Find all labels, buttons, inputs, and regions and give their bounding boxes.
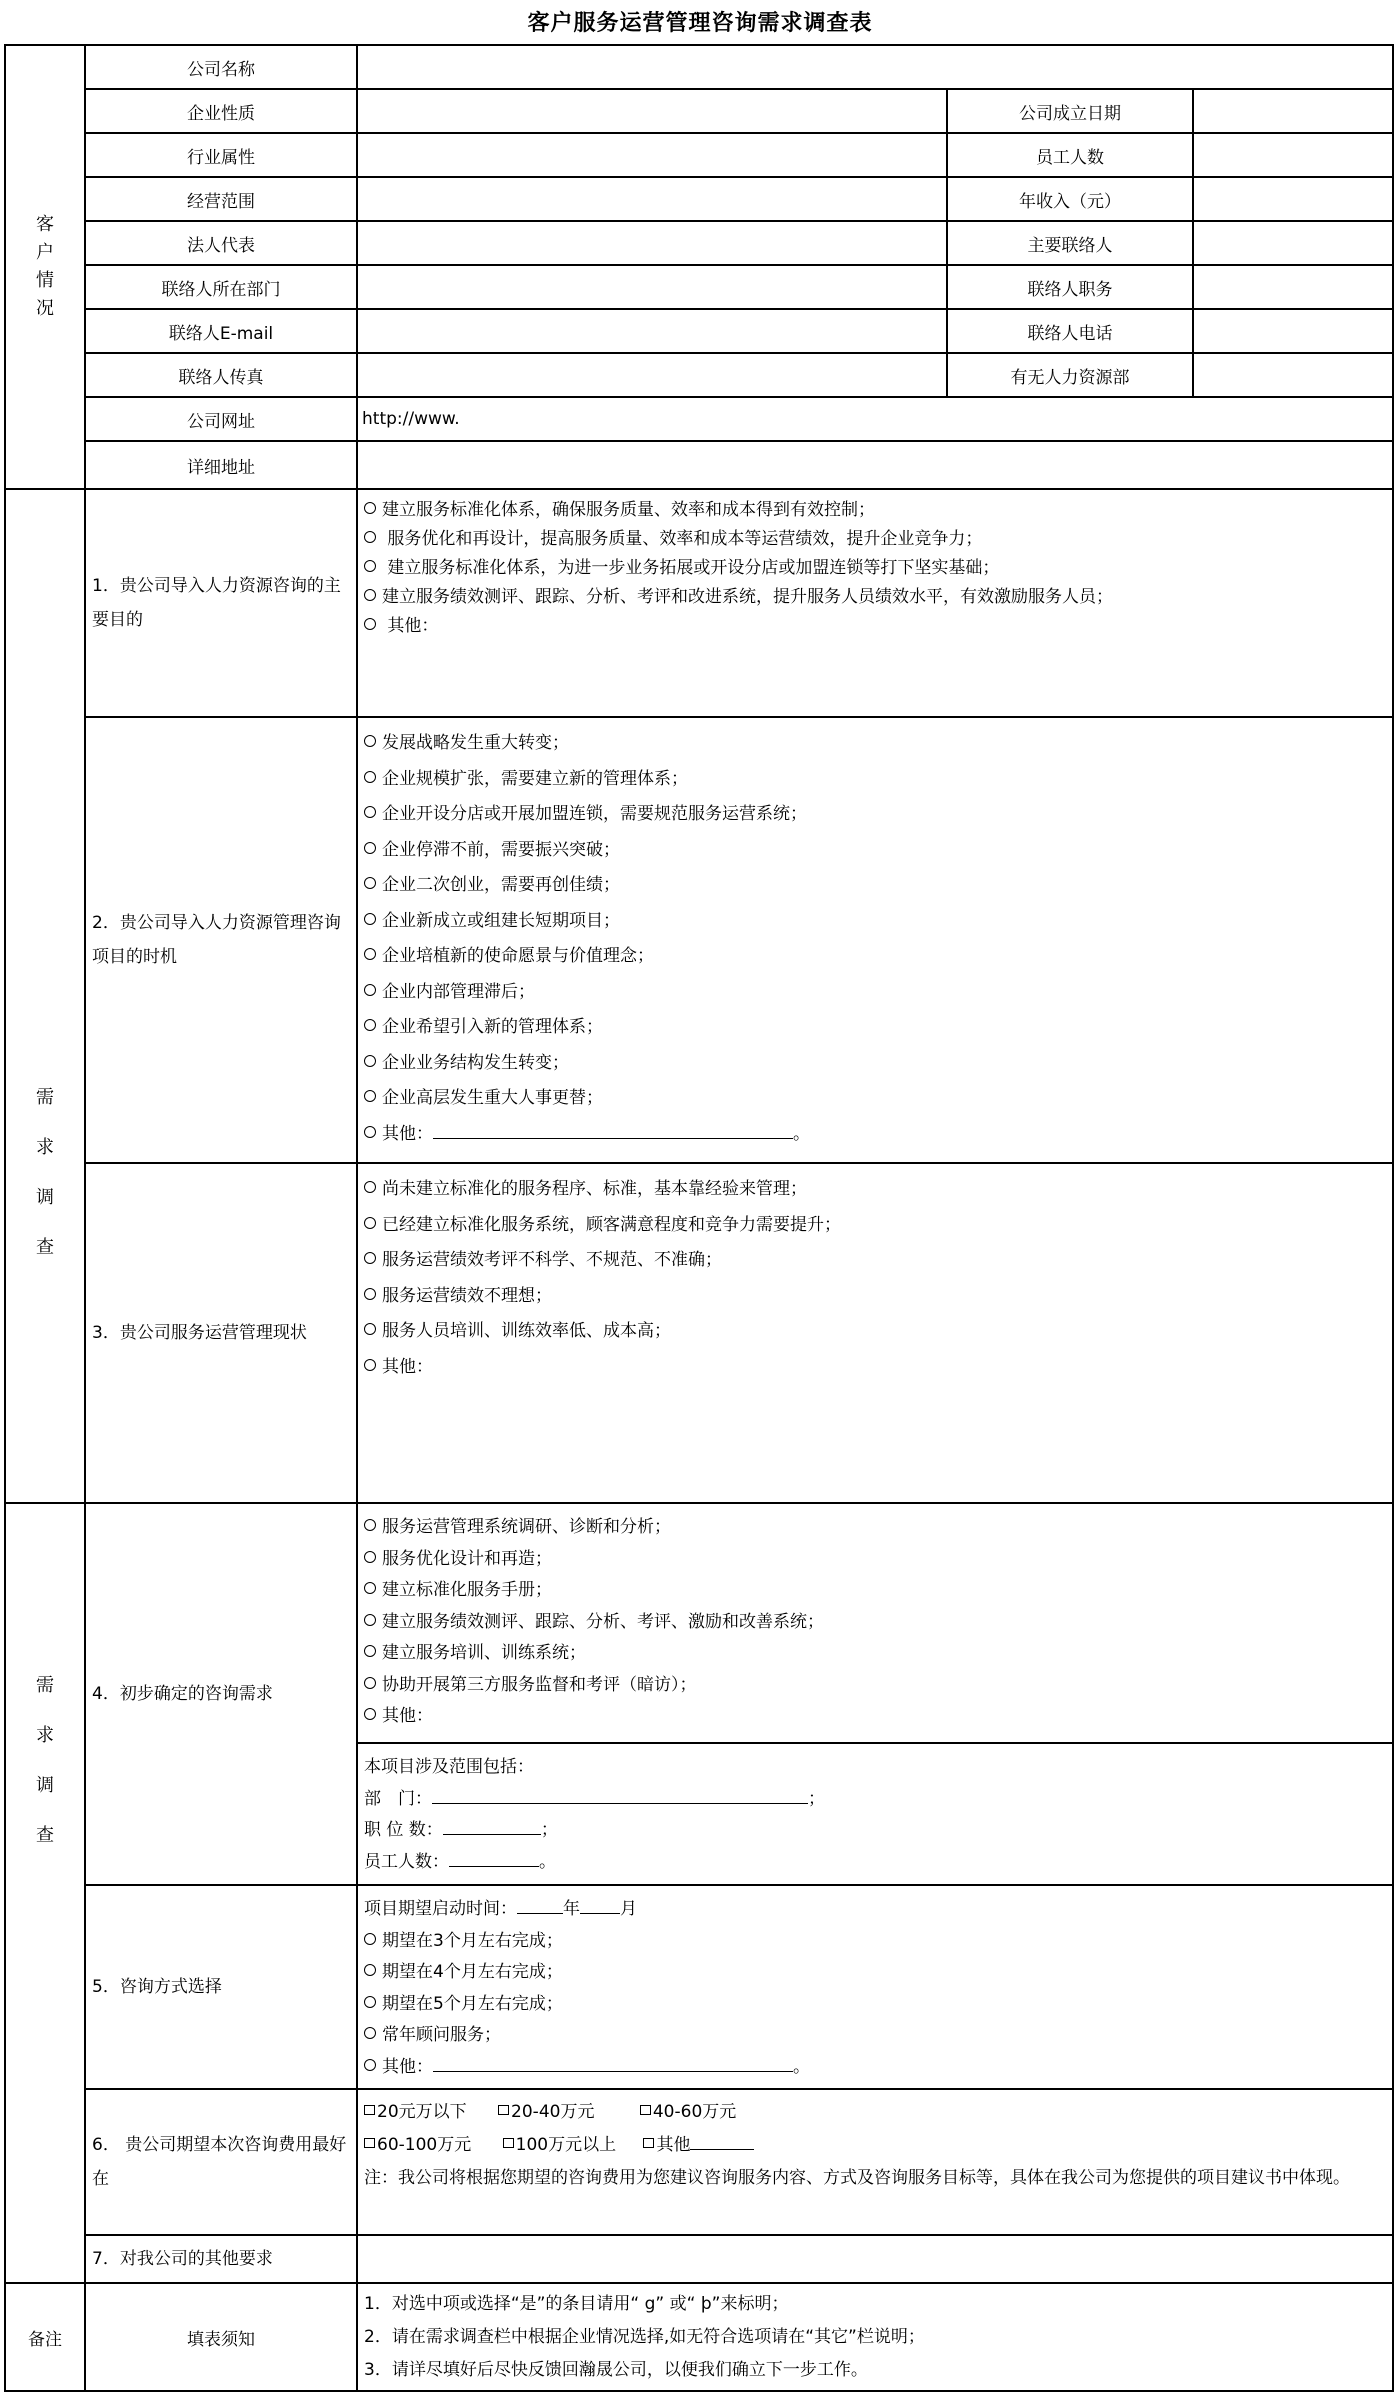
option[interactable]: 企业新成立或组建长短期项目； [364,904,1386,940]
fee-option[interactable]: 60-100万元 [364,2135,471,2155]
label-contact-phone: 联络人电话 [946,308,1194,354]
radio-circle-icon[interactable] [364,948,376,960]
label-annual-income: 年收入（元） [946,176,1194,222]
radio-circle-icon[interactable] [364,1055,376,1067]
position-row: 职 位 数： ； [364,1820,558,1840]
question-2: 2．贵公司导入人力资源管理咨询项目的时机 [84,716,358,1164]
section-char: 需 [36,1675,54,1696]
option[interactable]: 建立服务标准化体系，确保服务质量、效率和成本得到有效控制； [364,496,1386,525]
question-5: 5．咨询方式选择 [84,1884,358,2090]
staff-row: 员工人数： 。 [364,1851,556,1872]
radio-circle-icon[interactable] [364,531,376,543]
radio-circle-icon[interactable] [364,877,376,889]
address-field[interactable] [356,440,1394,490]
label-address: 详细地址 [84,440,358,490]
radio-circle-icon[interactable] [364,1964,376,1976]
radio-circle-icon[interactable] [364,771,376,783]
option[interactable]: 企业希望引入新的管理体系； [364,1010,1386,1046]
remarks-label: 填表须知 [84,2282,358,2392]
radio-circle-icon[interactable] [364,1551,376,1563]
radio-circle-icon[interactable] [364,618,376,630]
label-legal-rep: 法人代表 [84,220,358,266]
section-char: 况 [36,298,54,319]
option[interactable]: 企业培植新的使命愿景与价值理念； [364,939,1386,975]
checkbox-icon[interactable] [364,2105,375,2115]
option[interactable]: 建立服务绩效测评、跟踪、分析、考评和改进系统，提升服务人员绩效水平，有效激励服务人员； [364,583,1386,612]
fee-note: 注：我公司将根据您期望的咨询费用为您建议咨询服务内容、方式及咨询服务目标等，具体在我公司为您提供的项目建议书中体现。 [364,2168,1350,2188]
remark-item: 1．对选中项或选择“是”的条目请用“ g” 或“ þ”来标明； [364,2294,789,2314]
radio-circle-icon[interactable] [364,735,376,747]
label-contact-email: 联络人E-mail [84,308,358,354]
radio-circle-icon[interactable] [364,560,376,572]
radio-circle-icon[interactable] [364,984,376,996]
hr-dept-field[interactable] [1192,352,1394,398]
option[interactable]: 企业开设分店或开展加盟连锁，需要规范服务运营系统； [364,797,1386,833]
remarks-list [356,2282,1394,2392]
option[interactable]: 建立服务培训、训练系统； [364,1638,1386,1670]
q4-options [356,1502,1394,1744]
q6-options [356,2088,1394,2236]
form-title: 客户服务运营管理咨询需求调查表 [527,11,873,36]
label-website: 公司网址 [84,396,358,442]
option[interactable]: 其他： [364,1350,1386,1386]
checkbox-icon[interactable] [643,2138,654,2148]
option[interactable]: 服务运营绩效考评不科学、不规范、不准确； [364,1243,1386,1279]
q3-options [356,1162,1394,1504]
q2-options [356,716,1394,1164]
label-hr-dept: 有无人力资源部 [946,352,1194,398]
staff-blank[interactable] [449,1865,539,1867]
question-1: 1．贵公司导入人力资源咨询的主要目的 [84,488,358,718]
radio-circle-icon[interactable] [364,1126,376,1138]
position-blank[interactable] [443,1833,541,1835]
fee-option[interactable]: 100万元以上 [503,2135,616,2155]
option[interactable]: 服务人员培训、训练效率低、成本高； [364,1314,1386,1350]
checkbox-icon[interactable] [498,2105,509,2115]
legal-rep-field[interactable] [356,220,948,266]
option[interactable]: 服务运营管理系统调研、诊断和分析； [364,1512,1386,1544]
radio-circle-icon[interactable] [364,1090,376,1102]
label-company-name: 公司名称 [84,44,358,90]
employees-field[interactable] [1192,132,1394,178]
question-6: 6． 贵公司期望本次咨询费用最好在 [84,2088,358,2236]
label-contact-title: 联络人职务 [946,264,1194,310]
q1-options [356,488,1394,718]
fee-row-2 [364,2129,1386,2162]
section-label-needs-survey [4,1502,86,2284]
founding-date-field[interactable] [1192,88,1394,134]
business-scope-field[interactable] [356,176,948,222]
radio-circle-icon[interactable] [364,1288,376,1300]
section-char: 查 [36,1825,54,1846]
option[interactable]: 建立服务标准化体系，为进一步业务拓展或开设分店或加盟连锁等打下坚实基础； [364,554,1386,583]
label-contact-dept: 联络人所在部门 [84,264,358,310]
option[interactable]: 企业业务结构发生转变； [364,1046,1386,1082]
radio-circle-icon[interactable] [364,1359,376,1371]
fee-row-1 [364,2096,1386,2129]
website-field[interactable]: http://www. [356,396,1394,442]
radio-circle-icon[interactable] [364,502,376,514]
contact-phone-field[interactable] [1192,308,1394,354]
main-contact-field[interactable] [1192,220,1394,266]
section-char: 调 [36,1775,54,1796]
radio-circle-icon[interactable] [364,1996,376,2008]
radio-circle-icon[interactable] [364,2027,376,2039]
label-company-nature: 企业性质 [84,88,358,134]
company-name-field[interactable] [356,44,1394,90]
option[interactable]: 服务运营绩效不理想； [364,1279,1386,1315]
radio-circle-icon[interactable] [364,589,376,601]
industry-field[interactable] [356,132,948,178]
contact-title-field[interactable] [1192,264,1394,310]
section-char: 查 [36,1237,54,1258]
fill-blank[interactable] [433,2070,793,2072]
option[interactable]: 期望在4个月左右完成； [364,1957,1386,1989]
radio-circle-icon[interactable] [364,1582,376,1594]
option[interactable]: 企业二次创业，需要再创佳绩； [364,868,1386,904]
option[interactable]: 其他： [364,612,1386,641]
remark-item: 2．请在需求调查栏中根据企业情况选择,如无符合选项请在“其它”栏说明； [364,2327,925,2347]
fill-blank[interactable] [690,2148,754,2150]
fee-option[interactable]: 20元万以下 [364,2102,467,2122]
option[interactable]: 服务优化和再设计，提高服务质量、效率和成本等运营绩效，提升企业竞争力； [364,525,1386,554]
option[interactable]: 企业停滞不前，需要振兴突破； [364,833,1386,869]
section-char: 客 [36,214,54,235]
option[interactable]: 期望在3个月左右完成； [364,1926,1386,1958]
section-label-remarks: 备注 [4,2282,86,2392]
option[interactable]: 其他： [364,1701,1386,1733]
option[interactable]: 企业高层发生重大人事更替； [364,1081,1386,1117]
radio-circle-icon[interactable] [364,913,376,925]
question-3: 3．贵公司服务运营管理现状 [84,1162,358,1504]
dept-row: 部 门： ； [364,1788,825,1809]
option[interactable]: 期望在5个月左右完成； [364,1989,1386,2021]
section-char: 求 [36,1137,54,1158]
contact-fax-field[interactable] [356,352,948,398]
fill-blank[interactable] [433,1137,793,1139]
label-employees: 员工人数 [946,132,1194,178]
option-other[interactable]: 其他： 。 [364,2052,1386,2084]
checkbox-icon[interactable] [364,2138,375,2148]
option[interactable]: 已经建立标准化服务系统，顾客满意程度和竞争力需要提升； [364,1208,1386,1244]
label-contact-fax: 联络人传真 [84,352,358,398]
label-industry: 行业属性 [84,132,358,178]
q4-scope [356,1742,1394,1886]
option[interactable]: 企业规模扩张，需要建立新的管理体系； [364,762,1386,798]
remark-item: 3．请详尽填好后尽快反馈回瀚晟公司，以便我们确立下一步工作。 [364,2360,868,2380]
dept-blank[interactable] [432,1802,808,1804]
checkbox-icon[interactable] [503,2138,514,2148]
fee-option[interactable]: 20-40万元 [498,2102,594,2122]
radio-circle-icon[interactable] [364,1019,376,1031]
radio-circle-icon[interactable] [364,2059,376,2071]
section-char: 情 [36,270,54,291]
radio-circle-icon[interactable] [364,1645,376,1657]
q5-options [356,1884,1394,2090]
radio-circle-icon[interactable] [364,842,376,854]
fee-option[interactable]: 其他 [643,2135,754,2155]
radio-circle-icon[interactable] [364,1323,376,1335]
option[interactable]: 服务优化设计和再造； [364,1544,1386,1576]
fee-option[interactable]: 40-60万元 [640,2102,736,2122]
month-blank[interactable] [580,1912,620,1914]
option[interactable]: 尚未建立标准化的服务程序、标准，基本靠经验来管理； [364,1172,1386,1208]
year-blank[interactable] [517,1912,563,1914]
section-label-needs-survey [4,488,86,1504]
company-nature-field[interactable] [356,88,948,134]
contact-dept-field[interactable] [356,264,948,310]
option-other[interactable]: 其他： 。 [364,1117,1386,1153]
option[interactable]: 企业内部管理滞后； [364,975,1386,1011]
option[interactable]: 发展战略发生重大转变； [364,726,1386,762]
section-char: 求 [36,1725,54,1746]
radio-circle-icon[interactable] [364,1181,376,1193]
question-7: 7．对我公司的其他要求 [84,2234,358,2284]
radio-circle-icon[interactable] [364,806,376,818]
radio-circle-icon[interactable] [364,1708,376,1720]
label-business-scope: 经营范围 [84,176,358,222]
option[interactable]: 协助开展第三方服务监督和考评（暗访）； [364,1670,1386,1702]
radio-circle-icon[interactable] [364,1614,376,1626]
radio-circle-icon[interactable] [364,1217,376,1229]
section-char: 调 [36,1187,54,1208]
scope-title: 本项目涉及范围包括： [364,1757,534,1777]
start-time-row: 项目期望启动时间： 年 月 [364,1899,637,1919]
radio-circle-icon[interactable] [364,1933,376,1945]
checkbox-icon[interactable] [640,2105,651,2115]
section-char: 需 [36,1087,54,1108]
question-4: 4．初步确定的咨询需求 [84,1502,358,1886]
label-main-contact: 主要联络人 [946,220,1194,266]
section-label-customer-info [4,44,86,490]
option[interactable]: 常年顾问服务； [364,2020,1386,2052]
contact-email-field[interactable] [356,308,948,354]
option[interactable]: 建立标准化服务手册； [364,1575,1386,1607]
radio-circle-icon[interactable] [364,1252,376,1264]
radio-circle-icon[interactable] [364,1519,376,1531]
radio-circle-icon[interactable] [364,1677,376,1689]
option[interactable]: 建立服务绩效测评、跟踪、分析、考评、激励和改善系统； [364,1607,1386,1639]
label-founding-date: 公司成立日期 [946,88,1194,134]
section-char: 户 [36,242,54,263]
q7-answer-field[interactable] [356,2234,1394,2284]
annual-income-field[interactable] [1192,176,1394,222]
